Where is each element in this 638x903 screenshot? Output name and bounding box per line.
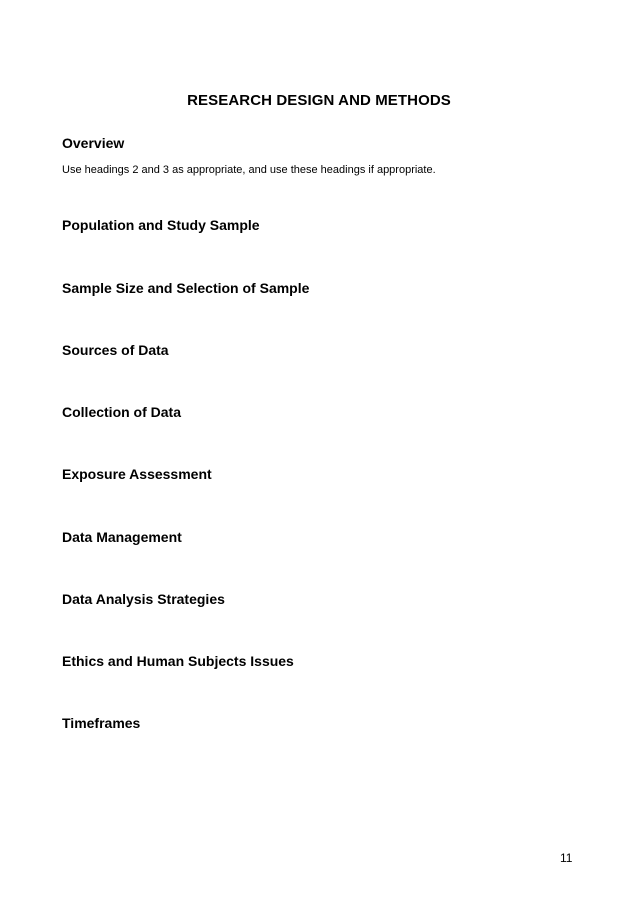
overview-text: Use headings 2 and 3 as appropriate, and use these headings if appropriate. (62, 164, 436, 176)
heading-sample-size: Sample Size and Selection of Sample (62, 280, 310, 296)
heading-data-analysis-strategies: Data Analysis Strategies (62, 591, 225, 607)
heading-sources-of-data: Sources of Data (62, 342, 169, 358)
heading-overview: Overview (62, 135, 125, 151)
heading-ethics: Ethics and Human Subjects Issues (62, 653, 294, 669)
heading-timeframes: Timeframes (62, 715, 141, 731)
heading-population-and-study-sample: Population and Study Sample (62, 217, 260, 233)
heading-data-management: Data Management (62, 529, 182, 545)
heading-exposure-assessment: Exposure Assessment (62, 466, 212, 482)
page-title: RESEARCH DESIGN AND METHODS (187, 92, 451, 109)
heading-collection-of-data: Collection of Data (62, 404, 182, 420)
page-number: 11 (560, 851, 573, 865)
